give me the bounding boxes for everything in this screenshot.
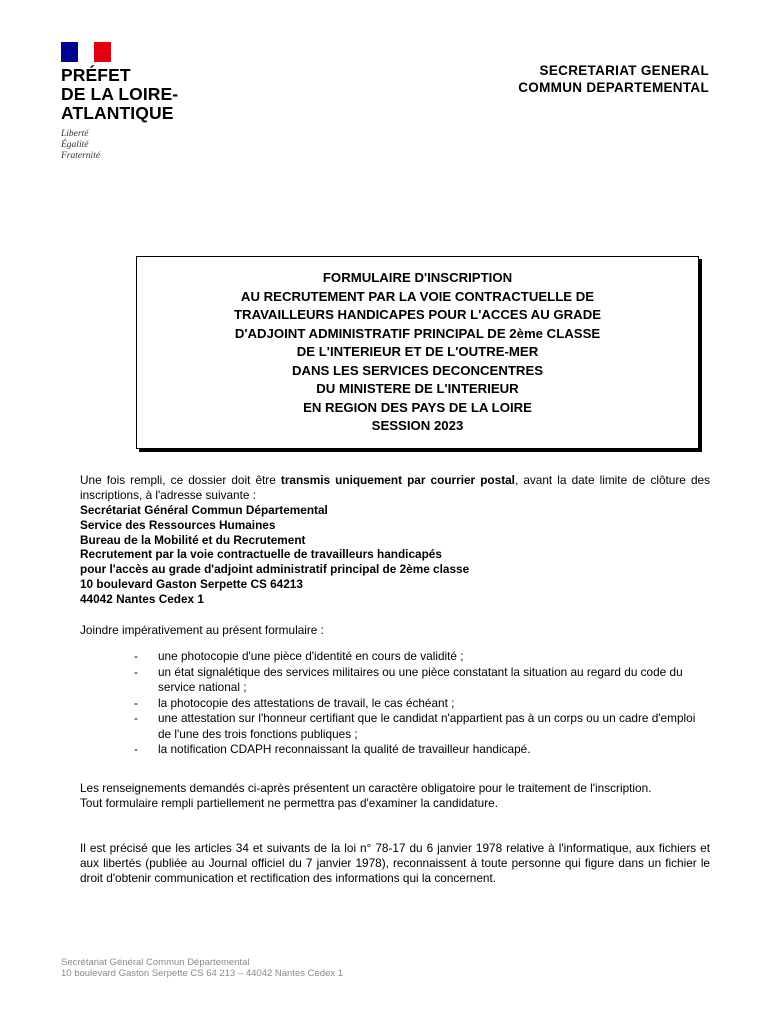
notice-line-2: Tout formulaire rempli partiellement ne permettra pas d'examiner la candidature. bbox=[80, 795, 498, 810]
motto-liberte: Liberté bbox=[61, 129, 89, 139]
title-line-8: EN REGION DES PAYS DE LA LOIRE bbox=[303, 399, 532, 415]
list-marker: - bbox=[134, 664, 138, 679]
service-line-2: COMMUN DEPARTEMENTAL bbox=[518, 80, 709, 95]
list-marker: - bbox=[134, 711, 138, 725]
motto-fraternite: Fraternité bbox=[61, 151, 101, 161]
address-line-5: pour l'accès au grade d'adjoint administratif principal de 2ème classe bbox=[80, 562, 470, 577]
title-line-7: DU MINISTERE DE L'INTERIEUR bbox=[316, 381, 519, 397]
list-item bbox=[80, 742, 710, 758]
title-line-6: DANS LES SERVICES DECONCENTRES bbox=[291, 362, 544, 378]
list-item-text: une photocopie d'une pièce d'identité en cours de validité ; bbox=[158, 649, 464, 663]
intro-paragraph bbox=[80, 473, 710, 503]
title-line-3: TRAVAILLEURS HANDICAPES POUR L'ACCES AU GRADE bbox=[233, 307, 602, 323]
logo-line-2: DE LA LOIRE- bbox=[61, 84, 179, 104]
list-item-text: un état signalétique des services militaires ou une pièce constatant la situation au regard du code du service national ; bbox=[158, 664, 683, 694]
address-line-3: Bureau de la Mobilité et du Recrutement bbox=[80, 532, 306, 547]
address-line-4: Recrutement par la voie contractuelle de travailleurs handicapés bbox=[80, 547, 442, 562]
service-header bbox=[518, 62, 709, 96]
list-item-text: une attestation sur l'honneur certifiant que le candidat n'appartient pas à un corps ou un cadre d'emploi de l'une des trois fonctions publiques ; bbox=[158, 711, 696, 741]
flag-red-band bbox=[94, 42, 111, 62]
address-line-7: 44042 Nantes Cedex 1 bbox=[80, 591, 204, 606]
list-item bbox=[80, 665, 710, 696]
attachments-heading: Joindre impérativement au présent formulaire : bbox=[80, 623, 324, 637]
list-item-text: la notification CDAPH reconnaissant la qualité de travailleur handicapé. bbox=[158, 742, 531, 756]
required-documents-list bbox=[80, 649, 710, 758]
postal-address bbox=[80, 503, 710, 607]
mandatory-notice bbox=[80, 781, 710, 811]
footer-line-2: 10 boulevard Gaston Serpette CS 64 213 – 44042 Nantes Cedex 1 bbox=[61, 968, 344, 979]
list-marker: - bbox=[134, 649, 138, 663]
list-marker: - bbox=[134, 742, 138, 756]
logo-line-3: ATLANTIQUE bbox=[61, 103, 174, 123]
form-title-box bbox=[136, 256, 699, 449]
list-marker: - bbox=[134, 695, 138, 710]
title-line-2: AU RECRUTEMENT PAR LA VOIE CONTRACTUELLE DE bbox=[240, 288, 595, 304]
list-item bbox=[80, 649, 710, 665]
republic-motto bbox=[61, 129, 201, 162]
logo-line-1: PRÉFET bbox=[61, 65, 131, 85]
address-line-6: 10 boulevard Gaston Serpette CS 64213 bbox=[80, 576, 303, 591]
intro-text-before: Une fois rempli, ce dossier doit être bbox=[80, 473, 281, 487]
flag-blue-band bbox=[61, 42, 78, 62]
page-footer bbox=[61, 957, 343, 979]
motto-egalite: Égalité bbox=[61, 140, 89, 150]
address-line-1: Secrétariat Général Commun Départemental bbox=[80, 503, 328, 517]
address-line-2: Service des Ressources Humaines bbox=[80, 517, 276, 532]
title-line-9: SESSION 2023 bbox=[371, 418, 464, 434]
footer-line-1: Secrétariat Général Commun Départemental bbox=[61, 957, 250, 968]
intro-text-bold: transmis uniquement par courrier postal bbox=[280, 473, 515, 487]
title-line-4: D'ADJOINT ADMINISTRATIF PRINCIPAL DE 2ème CLASSE bbox=[234, 325, 601, 341]
logo-title bbox=[61, 66, 201, 123]
legal-notice: Il est précisé que les articles 34 et suivants de la loi n° 78-17 du 6 janvier 1978 relative à l'informatique, aux fichiers et aux libertés (publiée au Journal officiel du 7 janvier 1978), reconnaissent à toute personne qui figure dans un fichier le droit d'obtenir communication et rectification des informations qui la concernent. bbox=[80, 841, 710, 885]
intro-text-after: , avant la date limite de clôture des inscriptions, à l'adresse suivante : bbox=[80, 473, 710, 502]
title-line-5: DE L'INTERIEUR ET DE L'OUTRE-MER bbox=[296, 344, 539, 360]
service-line-1: SECRETARIAT GENERAL bbox=[539, 63, 709, 78]
notice-line-1: Les renseignements demandés ci-après présentent un caractère obligatoire pour le traitement de l'inscription. bbox=[80, 781, 652, 795]
title-line-1: FORMULAIRE D'INSCRIPTION bbox=[322, 270, 513, 286]
list-item bbox=[80, 696, 710, 712]
list-item-text: la photocopie des attestations de travail, le cas échéant ; bbox=[158, 695, 455, 710]
prefecture-logo bbox=[61, 42, 201, 162]
list-item bbox=[80, 711, 710, 742]
marianne-flag-icon bbox=[61, 42, 111, 62]
